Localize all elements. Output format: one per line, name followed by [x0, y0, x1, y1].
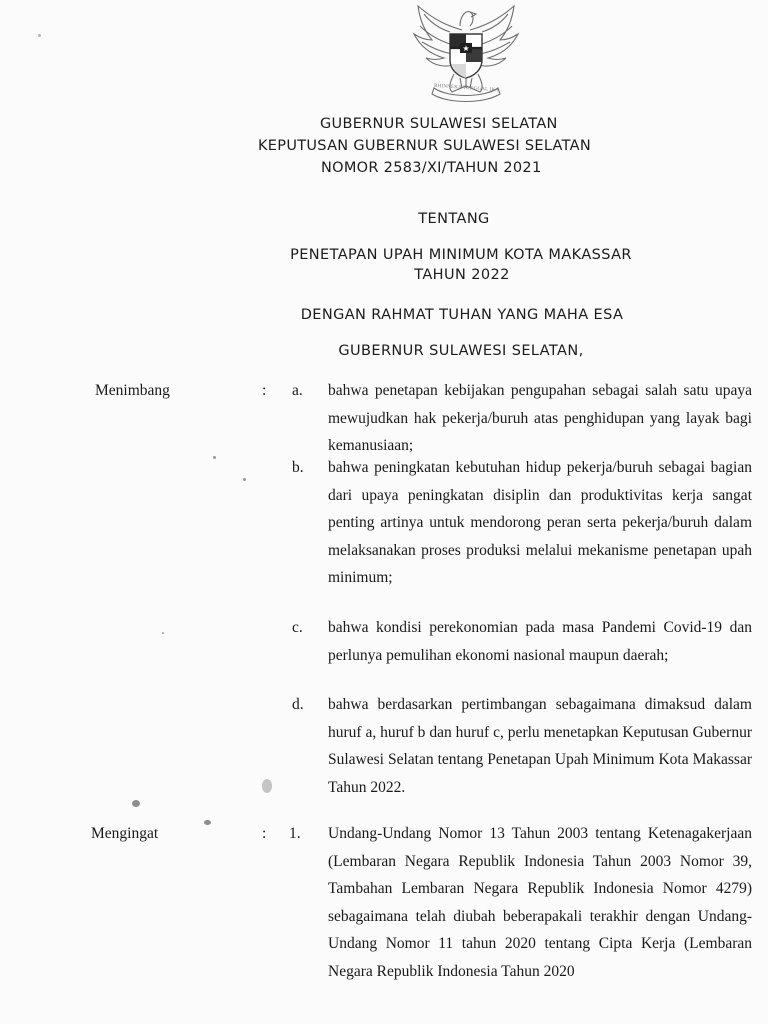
authority-line: GUBERNUR SULAWESI SELATAN, [338, 343, 584, 359]
mengingat-label: Mengingat [91, 825, 159, 842]
decree-number: NOMOR 2583/XI/TAHUN 2021 [321, 160, 542, 176]
scan-speck [213, 456, 216, 459]
menimbang-marker-b: b. [292, 459, 304, 476]
menimbang-marker-c: c. [292, 619, 303, 636]
menimbang-item-c: bahwa kondisi perekonomian pada masa Pandemi Covid-19 dan perlunya pemulihan ekonomi nasional maupun daerah; [328, 619, 752, 664]
menimbang-colon: : [262, 382, 267, 399]
mengingat-colon: : [262, 825, 267, 842]
scan-speck [262, 779, 272, 793]
scan-speck [204, 820, 211, 825]
scan-speck [38, 34, 41, 37]
issuer-title: GUBERNUR SULAWESI SELATAN [320, 116, 558, 132]
menimbang-item-d: bahwa berdasarkan pertimbangan sebagaimana dimaksud dalam huruf a, huruf b dan huruf c, perlu menetapkan Keputusan Gubernur Sulawesi Selatan tentang Penetapan Upah Minimum Kota Makassar Tahun 2022. [328, 696, 752, 796]
emblem-motto: BHINNEKA TUNGGAL IKA [433, 83, 500, 94]
menimbang-label: Menimbang [95, 382, 170, 399]
svg-text:★: ★ [462, 44, 470, 53]
invocation-line: DENGAN RAHMAT TUHAN YANG MAHA ESA [300, 307, 624, 323]
menimbang-item-a: bahwa penetapan kebijakan pengupahan sebagai salah satu upaya mewujudkan hak pekerja/buruh atas penghidupan yang layak bagi kemanusiaan; [328, 382, 752, 454]
scan-speck [162, 632, 164, 634]
about-heading: TENTANG [418, 211, 490, 227]
scan-speck [132, 800, 140, 807]
decree-title: KEPUTUSAN GUBERNUR SULAWESI SELATAN [258, 138, 592, 154]
scan-speck [243, 478, 246, 481]
mengingat-item-1: Undang-Undang Nomor 13 Tahun 2003 tentang Ketenagakerjaan (Lembaran Negara Republik Indonesia Tahun 2003 Nomor 39, Tambahan Lembaran Negara Republik Indonesia Nomor 4279) sebagaimana telah diubah beberapakali terakhir dengan Undang-Undang Nomor 11 tahun 2020 tentang Cipta Kerja (Lembaran Negara Republik Indonesia Tahun 2020 [328, 825, 752, 980]
menimbang-marker-a: a. [292, 382, 303, 399]
subject-title-line2: TAHUN 2022 [414, 267, 510, 283]
subject-title-line1: PENETAPAN UPAH MINIMUM KOTA MAKASSAR [290, 247, 632, 263]
menimbang-marker-d: d. [292, 696, 304, 713]
menimbang-item-b: bahwa peningkatan kebutuhan hidup pekerja/buruh sebagai bagian dari upaya peningkatan disiplin dan produktivitas kerja sangat penting artinya untuk mendorong peran serta pekerja/buruh dalam melaksanakan proses produksi melalui mekanisme penetapan upah minimum; [328, 459, 752, 586]
mengingat-marker-1: 1. [289, 825, 301, 842]
